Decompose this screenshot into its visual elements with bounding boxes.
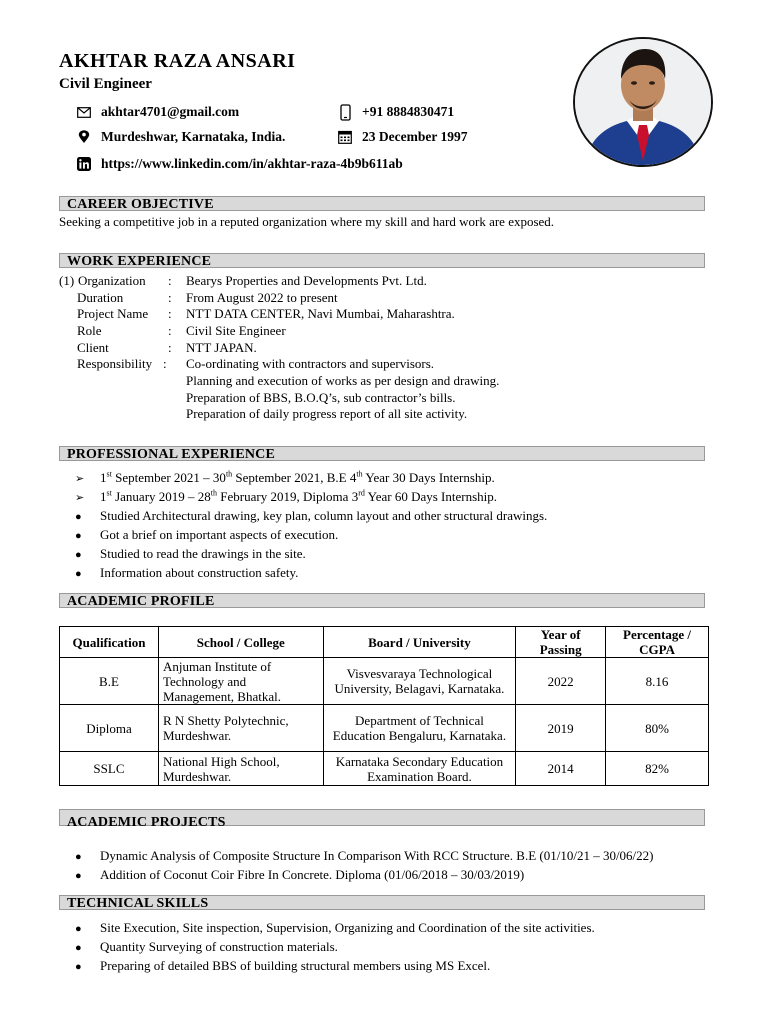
work-value: NTT JAPAN. (186, 340, 257, 355)
responsibility-line: Preparation of daily progress report of all site activity. (186, 406, 468, 421)
calendar-icon (336, 129, 354, 145)
column-header: School / College (158, 627, 323, 658)
bullet-icon: ● (75, 870, 82, 882)
column-header: Board / University (323, 627, 516, 658)
map-pin-icon (75, 129, 93, 145)
column-header: Percentage / CGPA (606, 627, 709, 658)
list-item: ● Preparing of detailed BBS of building structural members using MS Excel. (75, 957, 595, 976)
table-header-row (60, 627, 709, 658)
table-cell: 82% (606, 752, 709, 786)
work-label: Responsibility (77, 356, 153, 371)
mobile-phone-icon (336, 104, 354, 120)
section-academic-profile: ACADEMIC PROFILE (59, 593, 705, 608)
bullet-icon: ● (75, 961, 82, 973)
list-item: ● Information about construction safety. (75, 564, 547, 583)
colon: : (168, 273, 172, 288)
responsibility-line: Planning and execution of works as per design and drawing. (186, 373, 500, 388)
table-cell: 8.16 (606, 658, 709, 705)
work-label: Project Name (77, 306, 149, 321)
colon: : (168, 290, 172, 305)
section-academic-projects: ACADEMIC PROJECTS (59, 809, 705, 826)
responsibility-line: Preparation of BBS, B.O.Q’s, sub contractor’s bills. (186, 390, 456, 405)
profile-photo (573, 37, 713, 167)
projects-list (75, 847, 654, 885)
table-cell: Department of Technical Education Bengaluru, Karnataka. (323, 705, 516, 752)
internship-text: 1st September 2021 – 30th September 2021, B.E 4th Year 30 Days Internship. (100, 469, 495, 485)
list-item: ● Got a brief on important aspects of execution. (75, 526, 547, 545)
list-item: ● Addition of Coconut Coir Fibre In Concrete. Diploma (01/06/2018 – 30/03/2019) (75, 866, 654, 885)
table-cell: 80% (606, 705, 709, 752)
bullet-icon: ● (75, 942, 82, 954)
table-cell: Diploma (60, 705, 159, 752)
list-item: ● Site Execution, Site inspection, Supervision, Organizing and Coordination of the site activities. (75, 919, 595, 938)
career-objective-text: Seeking a competitive job in a reputed organization where my skill and hard work are exposed. (59, 214, 555, 229)
table-cell: 2022 (516, 658, 606, 705)
column-header: Qualification (60, 627, 159, 658)
dob-text: 23 December 1997 (362, 129, 468, 144)
contact-phone[interactable] (336, 104, 454, 120)
section-career-objective: CAREER OBJECTIVE (59, 196, 705, 211)
list-item: ● Quantity Surveying of construction materials. (75, 938, 595, 957)
arrow-bullet-icon: ➢ (75, 473, 85, 485)
colon: : (168, 340, 172, 355)
section-work-experience: WORK EXPERIENCE (59, 253, 705, 268)
table-row (60, 752, 709, 786)
work-value: NTT DATA CENTER, Navi Mumbai, Maharashtra. (186, 306, 455, 321)
envelope-icon (75, 104, 93, 120)
table-cell: 2014 (516, 752, 606, 786)
list-item: ● Studied Architectural drawing, key plan, column layout and other structural drawings. (75, 507, 547, 526)
table-cell: B.E (60, 658, 159, 705)
list-item: ● Dynamic Analysis of Composite Structure In Comparison With RCC Structure. B.E (01/10/21 – 30/06/22) (75, 847, 654, 866)
work-index: (1) (59, 273, 75, 288)
table-cell: Anjuman Institute of Technology and Management, Bhatkal. (158, 658, 323, 705)
location-text: Murdeshwar, Karnataka, India. (101, 129, 286, 144)
contact-location (75, 129, 285, 145)
linkedin-icon (75, 156, 93, 172)
table-cell: 2019 (516, 705, 606, 752)
internship-text: 1st January 2019 – 28th February 2019, Diploma 3rd Year 60 Days Internship. (100, 488, 498, 504)
work-value: Bearys Properties and Developments Pvt. Ltd. (186, 273, 427, 288)
contact-email[interactable] (75, 104, 239, 120)
candidate-name: AKHTAR RAZA ANSARI (59, 50, 296, 72)
table-row (60, 705, 709, 752)
table-cell: Karnataka Secondary Education Examination Board. (323, 752, 516, 786)
column-header: Year of Passing (516, 627, 606, 658)
contact-dob (336, 129, 467, 145)
table-row (60, 658, 709, 705)
email-text: akhtar4701@gmail.com (101, 104, 240, 119)
phone-text: +91 8884830471 (362, 104, 455, 119)
bullet-icon: ● (75, 568, 82, 580)
linkedin-link[interactable]: https://www.linkedin.com/in/akhtar-raza-4b9b611ab (101, 156, 403, 171)
skills-list (75, 919, 595, 976)
arrow-bullet-icon: ➢ (75, 492, 85, 504)
bullet-icon: ● (75, 511, 82, 523)
work-value: Civil Site Engineer (186, 323, 286, 338)
colon: : (168, 323, 172, 338)
bullet-icon: ● (75, 851, 82, 863)
bullet-icon: ● (75, 923, 82, 935)
candidate-title: Civil Engineer (59, 76, 152, 92)
work-label: Organization (78, 273, 146, 288)
colon: : (163, 356, 167, 371)
work-label: Duration (77, 290, 124, 305)
bullet-icon: ● (75, 549, 82, 561)
section-technical-skills: TECHNICAL SKILLS (59, 895, 705, 910)
table-cell: Visvesvaraya Technological University, Belagavi, Karnataka. (323, 658, 516, 705)
work-label: Role (77, 323, 102, 338)
list-item (75, 488, 547, 507)
table-cell: R N Shetty Polytechnic, Murdeshwar. (158, 705, 323, 752)
table-cell: National High School, Murdeshwar. (158, 752, 323, 786)
list-item (75, 469, 547, 488)
work-value: From August 2022 to present (186, 290, 338, 305)
academic-table (59, 626, 709, 786)
contact-linkedin[interactable] (75, 156, 403, 172)
bullet-icon: ● (75, 530, 82, 542)
work-label: Client (77, 340, 109, 355)
work-value: Co-ordinating with contractors and supervisors. (186, 356, 435, 371)
list-item: ● Studied to read the drawings in the site. (75, 545, 547, 564)
section-professional-experience: PROFESSIONAL EXPERIENCE (59, 446, 705, 461)
colon: : (168, 306, 172, 321)
table-cell: SSLC (60, 752, 159, 786)
professional-list (75, 469, 547, 583)
